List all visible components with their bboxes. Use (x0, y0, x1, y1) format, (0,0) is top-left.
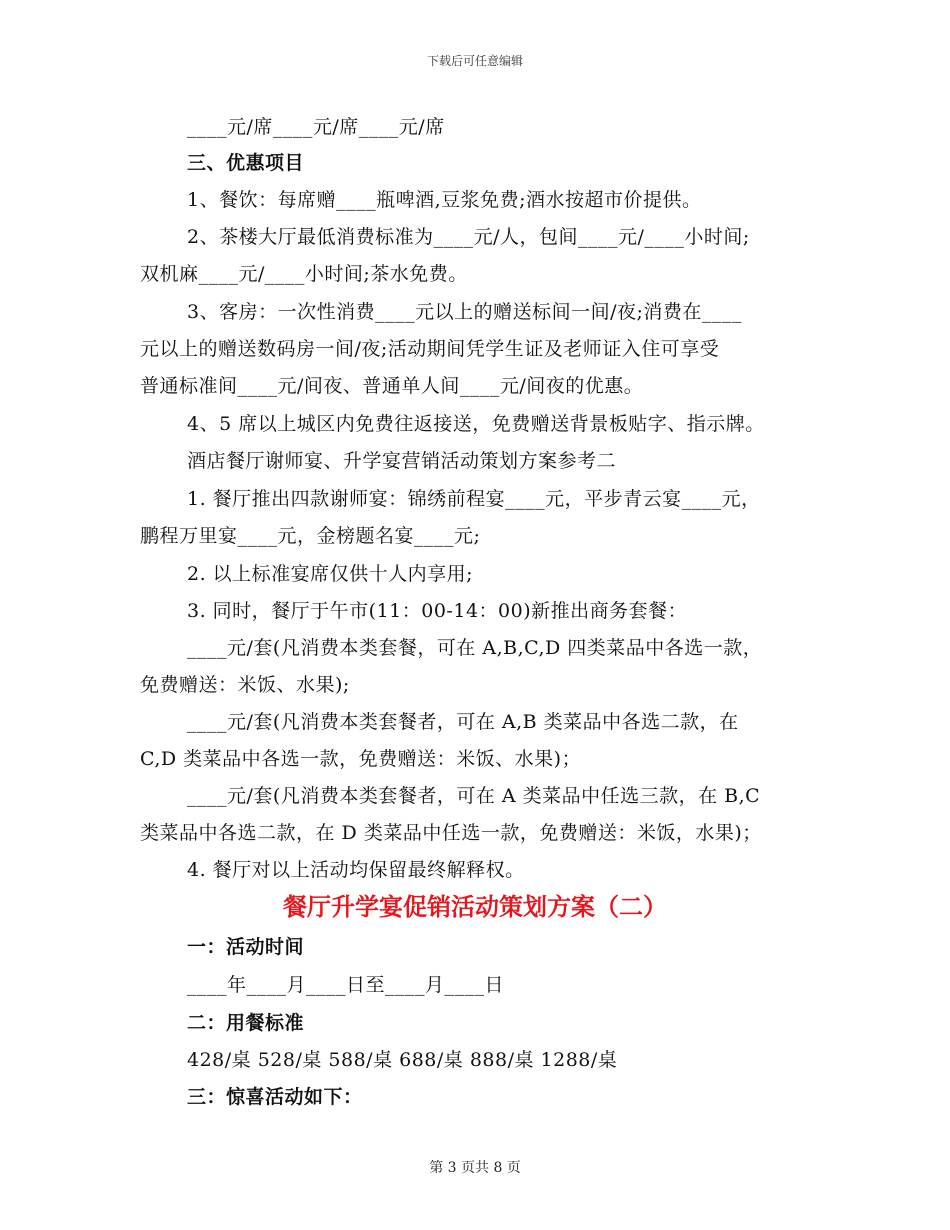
price-list-line: 428/桌 528/桌 588/桌 688/桌 888/桌 1288/桌 (187, 1049, 618, 1071)
date-line: ____年____月____日至____月____日 (187, 974, 505, 996)
paragraph-line: ____元/套(凡消费本类套餐者，可在 A,B 类菜品中各选二款，在 (187, 711, 739, 733)
paragraph-line: 4、5 席以上城区内免费往返接送，免费赠送背景板贴字、指示牌。 (187, 413, 765, 435)
paragraph-line: 类菜品中各选二款，在 D 类菜品中任选一款，免费赠送：米饭，水果)； (140, 822, 762, 844)
page-footer: 第 3 页共 8 页 (429, 1160, 521, 1176)
paragraph-line: 鹏程万里宴____元，金榜题名宴____元; (140, 525, 481, 547)
paragraph-line: 双机麻____元/____小时间;茶水免费。 (140, 263, 468, 285)
section-heading: 二：用餐标准 (187, 1012, 305, 1034)
paragraph-line: 2. 以上标准宴席仅供十人内享用; (187, 563, 474, 585)
paragraph-line: 2、茶楼大厅最低消费标准为____元/人，包间____元/____小时间; (187, 226, 750, 248)
paragraph-line: 酒店餐厅谢师宴、升学宴营销活动策划方案参考二 (187, 450, 617, 472)
section-heading: 三、优惠项目 (187, 152, 305, 174)
section-heading: 一：活动时间 (187, 936, 305, 958)
paragraph-line: ____元/套(凡消费本类套餐者，可在 A 类菜品中任选三款，在 B,C (187, 785, 761, 807)
paragraph-line: 4. 餐厅对以上活动均保留最终解释权。 (187, 859, 525, 881)
paragraph-line: 普通标准间____元/间夜、普通单人间____元/间夜的优惠。 (140, 375, 644, 397)
paragraph-line: C,D 类菜品中各选一款，免费赠送：米饭、水果)； (140, 748, 582, 770)
price-line: ____元/席____元/席____元/席 (187, 116, 445, 138)
paragraph-line: 元以上的赠送数码房一间/夜;活动期间凭学生证及老师证入住可享受 (140, 338, 720, 360)
paragraph-line: 3、客房：一次性消费____元以上的赠送标间一间/夜;消费在____ (187, 301, 742, 323)
paragraph-line: ____元/套(凡消费本类套餐，可在 A,B,C,D 四类菜品中各选一款， (187, 637, 763, 659)
paragraph-line: 免费赠送：米饭、水果); (140, 674, 350, 696)
section-title: 餐厅升学宴促销活动策划方案（二） (283, 893, 667, 921)
paragraph-line: 3. 同时，餐厅于午市(11：00-14：00)新推出商务套餐： (187, 600, 688, 622)
paragraph-line: 1. 餐厅推出四款谢师宴：锦绣前程宴____元，平步青云宴____元， (187, 488, 761, 510)
section-heading: 三：惊喜活动如下： (187, 1086, 363, 1108)
paragraph-line: 1、餐饮：每席赠____瓶啤酒,豆浆免费;酒水按超市价提供。 (187, 189, 702, 211)
page-header: 下载后可任意编辑 (426, 54, 523, 68)
